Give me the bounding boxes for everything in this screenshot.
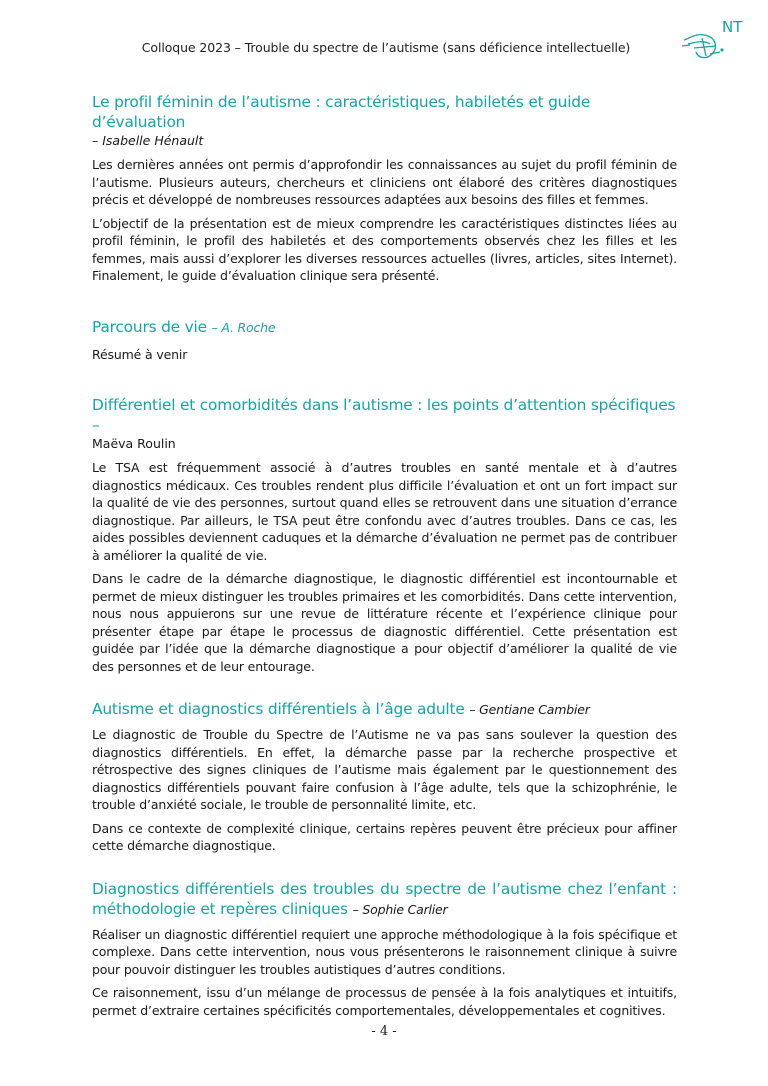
page-header <box>0 40 768 55</box>
section-title-line <box>92 879 677 920</box>
section-title: Le profil féminin de l’autisme : caractéristiques, habiletés et guide d’évaluation <box>92 93 591 131</box>
section-paragraph: Ce raisonnement, issu d’un mélange de processus de pensée à la fois analytiques et intuitifs, permet d’extraire certaines spécificités comportementales, développementales et cognitives. <box>92 985 677 1018</box>
page-number: - 4 - <box>371 1024 397 1039</box>
section-author: – A. Roche <box>211 319 276 335</box>
section-paragraph: Le TSA est fréquemment associé à d’autres troubles en santé mentale et à d’autres diagnostics médicaux. Ces troubles rendent plus difficile l’évaluation et ont un fort impact sur la qualité de vie des personnes, surtout quand elles se retrouvent dans une situation d’errance diagnostique. Par ailleurs, le TSA peut être confondu avec d’autres troubles. Dans ce cas, les aides possibles deviennent caduques et la démarche d’évaluation ne permet pas de contribuer à améliorer la qualité de vie. <box>92 460 677 563</box>
section-paragraph: Les dernières années ont permis d’approfondir les connaissances au sujet du profil féminin de l’autisme. Plusieurs auteurs, chercheurs et cliniciens ont élaboré des critères diagnostiques précis et développé de nombreuses ressources adaptées aux besoins des filles et femmes. <box>92 157 677 207</box>
section-author: – Gentiane Cambier <box>469 702 590 717</box>
section-paragraph: Réaliser un diagnostic différentiel requiert une approche méthodologique à la fois spécifique et complexe. Dans cette intervention, nous vous présenterons le raisonnement clinique à suivre pour pouvoir distinguer les troubles autistiques d’autres conditions. <box>92 926 677 977</box>
section-author: – Isabelle Hénault <box>92 133 204 148</box>
section-paragraph: Résumé à venir <box>92 346 188 362</box>
section-title: Parcours de vie <box>92 317 207 336</box>
section-paragraph: Dans le cadre de la démarche diagnostique, le diagnostic différentiel est incontournable et permet de mieux distinguer les troubles primaires et les comorbidités. Dans cette intervention, nous nous appuierons sur une revue de littérature récente et l’expérience clinique pour présenter étape par étape le processus de diagnostic différentiel. Cette présentation est guidée par l’idée que la démarche diagnostique a pour objectif d’améliorer la qualité de vie des personnes et de leur entourage. <box>92 571 677 674</box>
header-title: Colloque 2023 – Trouble du spectre de l’autisme (sans déficience intellectuelle) <box>141 40 631 55</box>
section-autisme-adulte <box>92 699 677 855</box>
section-paragraph: L’objectif de la présentation est de mieux comprendre les caractéristiques distinctes liées au profil féminin, le profil des habiletés et des comportements observés chez les filles et les femmes, mais aussi d’explorer les diverses ressources actuelles (livres, articles, sites Internet). Finalement, le guide d’évaluation clinique sera présenté. <box>92 215 677 283</box>
section-paragraph: Dans ce contexte de complexité clinique, certains repères peuvent être précieux pour affiner cette démarche diagnostique. <box>92 820 677 853</box>
nt-logo <box>676 18 748 70</box>
section-diagnostics-enfant <box>92 879 677 1020</box>
section-profil-feminin <box>92 92 677 285</box>
section-differentiel-comorbidites <box>92 395 677 675</box>
page-content <box>92 92 677 1041</box>
section-title: Autisme et diagnostics différentiels à l’âge adulte <box>92 700 465 718</box>
section-title-line <box>92 317 677 338</box>
logo-text: NT <box>722 18 743 36</box>
section-author: – Sophie Carlier <box>352 901 448 917</box>
section-author: Maëva Roulin <box>92 436 176 451</box>
section-parcours-de-vie <box>92 317 677 364</box>
section-title: Différentiel et comorbidités dans l’autisme : les points d’attention spécifiques – <box>92 396 676 434</box>
section-paragraph: Le diagnostic de Trouble du Spectre de l’Autisme ne va pas sans soulever la question des diagnostics différentiels. En effet, la démarche passe par la recherche prospective et rétrospective des signes cliniques de l’autisme mais également par le questionnement des diagnostics différentiels pouvant faire confusion à l’âge adulte, tels que la schizophrénie, le trouble d’anxiété sociale, le trouble de personnalité limite, etc. <box>92 727 677 812</box>
section-title: Diagnostics différentiels des troubles du spectre de l’autisme chez l’enfant : méthodologie et repères cliniques <box>92 879 677 918</box>
section-title-line <box>92 699 677 720</box>
